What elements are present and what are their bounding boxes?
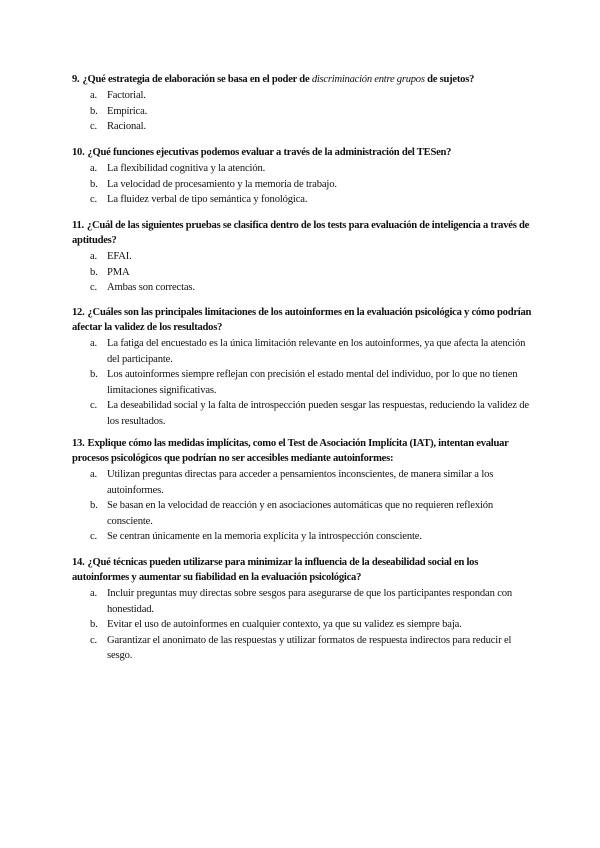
answer-option-c[interactable] <box>72 633 532 664</box>
option-text: La velocidad de procesamiento y la memoria de trabajo. <box>107 178 337 190</box>
answer-option-a[interactable] <box>72 88 532 104</box>
option-text: Los autoinformes siempre reflejan con precisión el estado mental del individuo, por lo que no tienen limitaciones significativas. <box>107 369 518 396</box>
question-title <box>72 555 532 585</box>
question-title-text: ¿Qué funciones ejecutivas podemos evaluar a través de la administración del TESen? <box>87 147 452 158</box>
answer-option-a[interactable] <box>72 467 532 498</box>
option-letter: c. <box>90 531 98 542</box>
question-13 <box>72 436 532 545</box>
option-letter: b. <box>90 266 98 278</box>
answer-option-c[interactable] <box>72 529 532 545</box>
option-letter: a. <box>90 163 98 174</box>
question-title <box>72 218 532 248</box>
option-letter: a. <box>90 338 98 349</box>
question-title-text: ¿Qué estrategia de elaboración se basa en el poder de <box>82 74 310 85</box>
option-letter: b. <box>90 500 98 511</box>
option-letter: b. <box>90 105 98 117</box>
answer-option-c[interactable] <box>72 398 532 429</box>
option-letter: a. <box>90 588 98 599</box>
option-letter: c. <box>90 400 98 411</box>
answer-options <box>72 336 532 429</box>
answer-option-b[interactable] <box>72 265 532 281</box>
option-letter: a. <box>90 90 98 101</box>
question-number: 13. <box>72 438 85 449</box>
question-number: 12. <box>72 307 85 318</box>
answer-option-c[interactable] <box>72 192 532 208</box>
answer-option-b[interactable] <box>72 367 532 398</box>
option-letter: c. <box>90 121 98 132</box>
answer-options <box>72 586 532 664</box>
option-text: Evitar el uso de autoinformes en cualquier contexto, ya que su validez es siempre baja. <box>107 619 462 630</box>
option-text: Factorial. <box>107 90 146 101</box>
question-title-italic: discriminación entre grupos <box>311 74 425 85</box>
question-title <box>72 436 532 466</box>
answer-options <box>72 88 532 135</box>
option-text: La fluidez verbal de tipo semántica y fonológica. <box>107 194 308 205</box>
question-number: 11. <box>72 220 84 231</box>
option-letter: b. <box>90 369 98 380</box>
answer-option-b[interactable] <box>72 177 532 193</box>
question-title-text-end: de sujetos? <box>427 74 475 85</box>
option-text: La flexibilidad cognitiva y la atención. <box>107 163 266 174</box>
option-text: Se centran únicamente en la memoria explícita y la introspección consciente. <box>107 531 422 542</box>
answer-option-a[interactable] <box>72 249 532 265</box>
answer-option-b[interactable] <box>72 498 532 529</box>
option-letter: a. <box>90 469 98 480</box>
question-10 <box>72 145 532 208</box>
question-14 <box>72 555 532 664</box>
option-text: Utilizan preguntas directas para acceder a pensamientos inconscientes, de manera similar a los autoinformes. <box>107 469 494 496</box>
answer-option-b[interactable] <box>72 104 532 120</box>
option-text: Ambas son correctas. <box>107 282 195 293</box>
question-9 <box>72 72 532 135</box>
option-letter: b. <box>90 178 98 190</box>
option-text: PMA <box>107 266 130 278</box>
question-title <box>72 72 532 87</box>
question-title-text: ¿Cuál de las siguientes pruebas se clasifica dentro de los tests para evaluación de inteligencia a través de aptitudes? <box>72 220 530 246</box>
option-text: La fatiga del encuestado es la única limitación relevante en los autoinformes, ya que afecta la atención del participante. <box>107 338 526 365</box>
answer-option-a[interactable] <box>72 161 532 177</box>
option-letter: c. <box>90 282 98 293</box>
question-title-text: Explique cómo las medidas implícitas, como el Test de Asociación Implícita (IAT), intentan evaluar procesos psicológicos que podrían no ser accesibles mediante autoinformes: <box>72 438 509 464</box>
option-letter: b. <box>90 619 98 630</box>
option-text: La deseabilidad social y la falta de introspección pueden sesgar las respuestas, reduciendo la validez de los resultados. <box>107 400 529 427</box>
answer-options <box>72 161 532 208</box>
answer-options <box>72 467 532 545</box>
option-letter: c. <box>90 194 98 205</box>
option-letter: a. <box>90 251 98 262</box>
question-number: 10. <box>72 147 85 158</box>
option-letter: c. <box>90 634 98 646</box>
question-title-text: ¿Qué técnicas pueden utilizarse para minimizar la influencia de la deseabilidad social en los autoinformes y aumentar su fiabilidad en la evaluación psicológica? <box>72 557 479 583</box>
answer-option-a[interactable] <box>72 336 532 367</box>
option-text: Garantizar el anonimato de las respuestas y utilizar formatos de respuesta indirectos para reducir el sesgo. <box>107 634 512 661</box>
question-title <box>72 305 532 335</box>
option-text: Se basan en la velocidad de reacción y en asociaciones automáticas que no requieren reflexión consciente. <box>107 500 494 527</box>
option-text: Incluir preguntas muy directas sobre sesgos para asegurarse de que los participantes respondan con honestidad. <box>107 588 513 615</box>
answer-option-b[interactable] <box>72 617 532 633</box>
question-11 <box>72 218 532 296</box>
answer-option-a[interactable] <box>72 586 532 617</box>
answer-option-c[interactable] <box>72 280 532 296</box>
question-12 <box>72 305 532 429</box>
question-number: 14. <box>72 557 85 568</box>
question-title-text: ¿Cuáles son las principales limitaciones de los autoinformes en la evaluación psicológica y cómo podrían afectar la validez de los resultados? <box>72 307 532 333</box>
option-text: Racional. <box>107 121 146 132</box>
option-text: Empírica. <box>107 105 148 117</box>
option-text: EFAI. <box>107 251 132 262</box>
question-number: 9. <box>72 74 80 85</box>
answer-option-c[interactable] <box>72 119 532 135</box>
answer-options <box>72 249 532 296</box>
question-title <box>72 145 532 160</box>
